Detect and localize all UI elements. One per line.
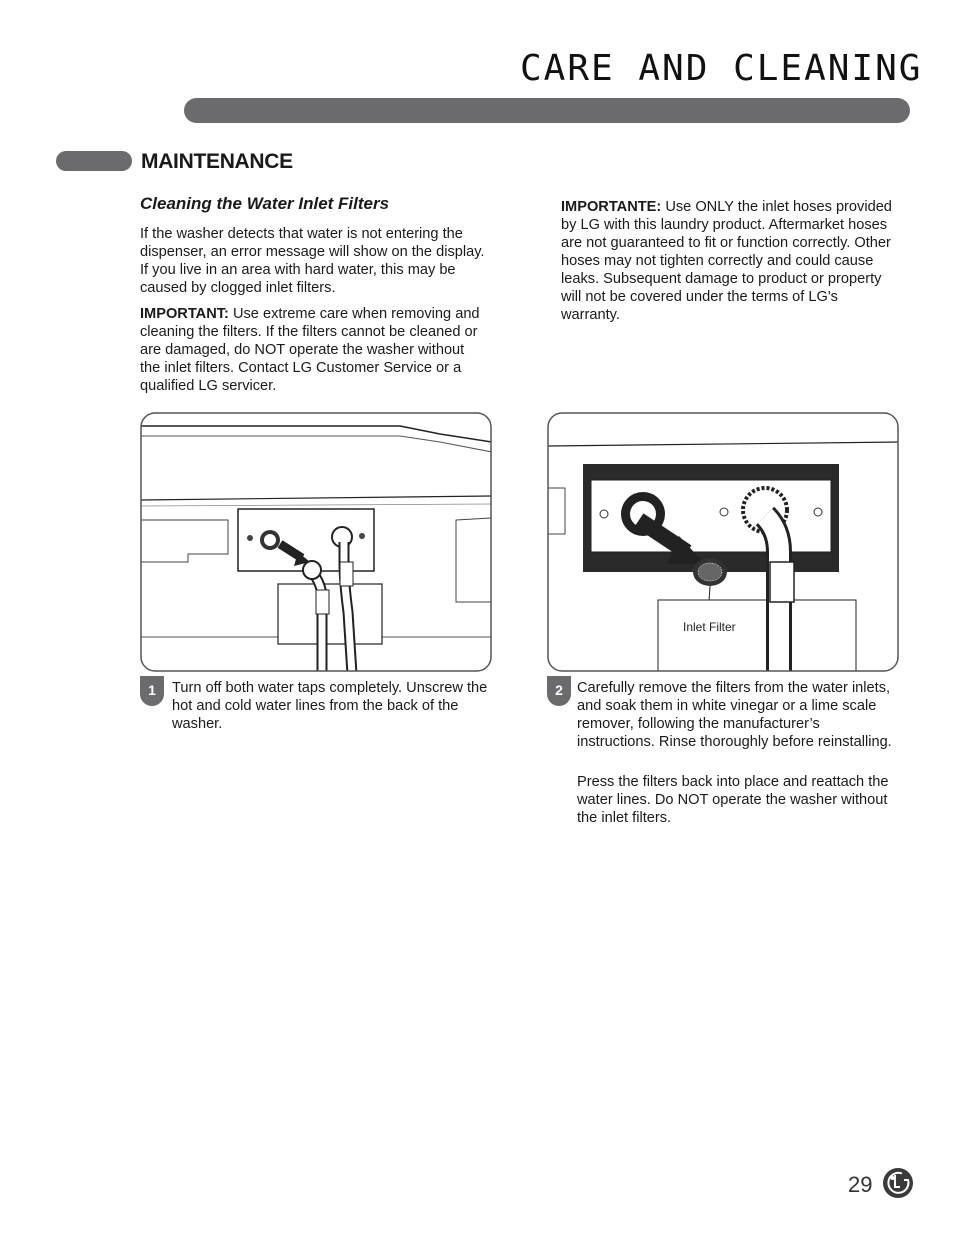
step-2-badge: 2 bbox=[547, 676, 571, 706]
important-label: IMPORTANT: bbox=[140, 306, 229, 322]
important-paragraph bbox=[140, 305, 485, 395]
section-title: MAINTENANCE bbox=[141, 150, 293, 173]
importante-paragraph bbox=[561, 198, 899, 324]
chapter-title: CARE AND CLEANING bbox=[520, 48, 923, 89]
header-bar bbox=[184, 98, 910, 123]
intro-paragraph: If the washer detects that water is not entering the dispenser, an error message will show on the display. If you live in an area with hard water, this may be caused by clogged inlet filters. bbox=[140, 226, 485, 296]
figure-2-illustration bbox=[547, 412, 899, 672]
important-text: Use extreme care when removing and cleaning the filters. If the filters cannot be cleaned or are damaged, do NOT operate the washer without the inlet filters. Contact LG Customer Service or a qualified LG servicer. bbox=[140, 306, 480, 394]
step-2-text-continued: Press the filters back into place and reattach the water lines. Do NOT operate the washer without the inlet filters. bbox=[577, 774, 889, 826]
importante-label: IMPORTANTE: bbox=[561, 199, 662, 215]
inlet-filter-callout: Inlet Filter bbox=[683, 620, 736, 634]
importante-text: Use ONLY the inlet hoses provided by LG with this laundry product. Aftermarket hoses are not guaranteed to fit or function correctly. Other hoses may not tighten correctly and could cause leaks. Subsequent damage to product or property will not be covered under the terms of LG's warranty. bbox=[561, 199, 892, 323]
lg-logo-icon bbox=[882, 1167, 914, 1199]
step-1-text: Turn off both water taps completely. Unscrew the hot and cold water lines from the back of the washer. bbox=[172, 680, 488, 732]
step-1-badge: 1 bbox=[140, 676, 164, 706]
subsection-title: Cleaning the Water Inlet Filters bbox=[140, 194, 390, 213]
figure-1-illustration bbox=[140, 412, 492, 672]
step-2-text: Carefully remove the filters from the water inlets, and soak them in white vinegar or a lime scale remover, following the manufacturer’s instructions. Rinse thoroughly before reinstalling. bbox=[577, 680, 892, 750]
section-pill bbox=[56, 151, 132, 171]
page-number: 29 bbox=[848, 1172, 873, 1197]
